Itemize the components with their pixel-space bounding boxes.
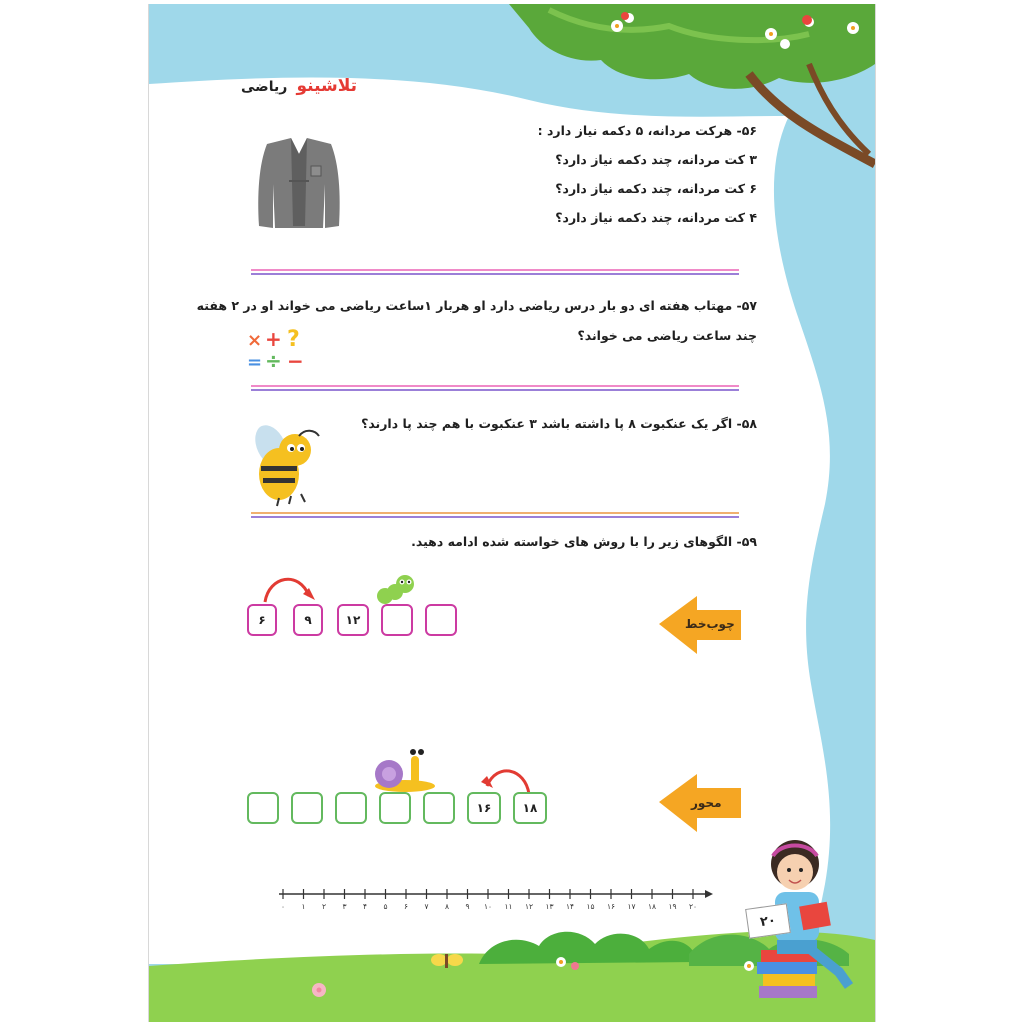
pattern2-box-6[interactable]: ۱۶ bbox=[467, 792, 501, 824]
number-line-label: ۱۶ bbox=[606, 902, 616, 911]
q57-line-2: چند ساعت ریاضی می خواند؟ bbox=[577, 328, 757, 343]
number-line-label: ۱۳ bbox=[545, 902, 554, 911]
number-line-label: ۱ bbox=[301, 902, 306, 911]
number-line-label: ۹ bbox=[465, 902, 470, 911]
pattern1-box-1[interactable]: ۶ bbox=[247, 604, 277, 636]
pattern1-box-2[interactable]: ۹ bbox=[293, 604, 323, 636]
q56-line-2: ۶ کت مردانه، چند دکمه نیاز دارد؟ bbox=[555, 181, 757, 196]
pattern2-method-label: محور bbox=[691, 796, 722, 810]
number-line-label: ۱۲ bbox=[524, 902, 534, 911]
math-symbols-icon bbox=[247, 327, 304, 373]
brand-name: تلاشینو bbox=[296, 76, 358, 96]
svg-text:+: + bbox=[265, 327, 282, 351]
number-line-label: ۷ bbox=[424, 902, 429, 911]
q59-text: ۵۹- الگوهای زیر را با روش های خواسته شده ادامه دهید. bbox=[411, 534, 757, 549]
number-line-label: ۲ bbox=[321, 902, 327, 911]
number-line-label: ۴ bbox=[362, 902, 368, 911]
pattern2-box-7[interactable]: ۱۸ bbox=[513, 792, 547, 824]
svg-text:?: ? bbox=[287, 327, 300, 352]
number-line-label: ۰ bbox=[280, 902, 286, 911]
pattern2-box-3[interactable] bbox=[335, 792, 367, 824]
q56-intro: ۵۶- هرکت مردانه، ۵ دکمه نیاز دارد : bbox=[537, 123, 757, 138]
q58-text: ۵۸- اگر یک عنکبوت ۸ پا داشته باشد ۳ عنکبوت با هم چند پا دارند؟ bbox=[361, 416, 757, 431]
q56-line-3: ۴ کت مردانه، چند دکمه نیاز دارد؟ bbox=[555, 210, 757, 225]
number-line-label: ۱۴ bbox=[565, 902, 575, 911]
page-background bbox=[149, 4, 875, 1022]
number-line-label: ۱۵ bbox=[586, 902, 595, 911]
number-line-label: ۱۸ bbox=[647, 902, 657, 911]
number-line-label: ۱۷ bbox=[627, 902, 636, 911]
pattern1-method-label: چوب‌خط bbox=[685, 617, 735, 631]
number-line-label: ۱۰ bbox=[483, 902, 493, 911]
pattern1-box-3[interactable]: ۱۲ bbox=[337, 604, 369, 636]
number-line-label: ۶ bbox=[403, 902, 409, 911]
number-card: ۲۰ bbox=[745, 903, 791, 939]
q56-line-1: ۳ کت مردانه، چند دکمه نیاز دارد؟ bbox=[555, 152, 757, 167]
svg-text:−: − bbox=[287, 349, 304, 373]
number-line-label: ۸ bbox=[444, 902, 450, 911]
q57-line-1: ۵۷- مهتاب هفته ای دو بار درس ریاضی دارد او هربار ۱ساعت ریاضی می خواند او در ۲ هفته bbox=[196, 298, 757, 313]
svg-text:÷: ÷ bbox=[265, 349, 282, 373]
number-line-label: ۳ bbox=[342, 902, 347, 911]
pattern2-box-1[interactable] bbox=[247, 792, 279, 824]
number-line-label: ۲۰ bbox=[688, 902, 698, 911]
number-line-label: ۵ bbox=[383, 902, 388, 911]
pattern1-box-5[interactable] bbox=[425, 604, 457, 636]
pattern2-box-4[interactable] bbox=[379, 792, 411, 824]
svg-text:×: × bbox=[247, 330, 263, 351]
worksheet-page bbox=[148, 4, 876, 1022]
svg-text:=: = bbox=[247, 352, 263, 373]
subject-name: ریاضی bbox=[241, 79, 288, 95]
number-line-label: ۱۹ bbox=[668, 902, 677, 911]
worksheet-title bbox=[241, 76, 357, 96]
pattern2-box-2[interactable] bbox=[291, 792, 323, 824]
pattern1-box-4[interactable] bbox=[381, 604, 413, 636]
number-line-label: ۱۱ bbox=[504, 902, 513, 911]
pattern2-box-5[interactable] bbox=[423, 792, 455, 824]
